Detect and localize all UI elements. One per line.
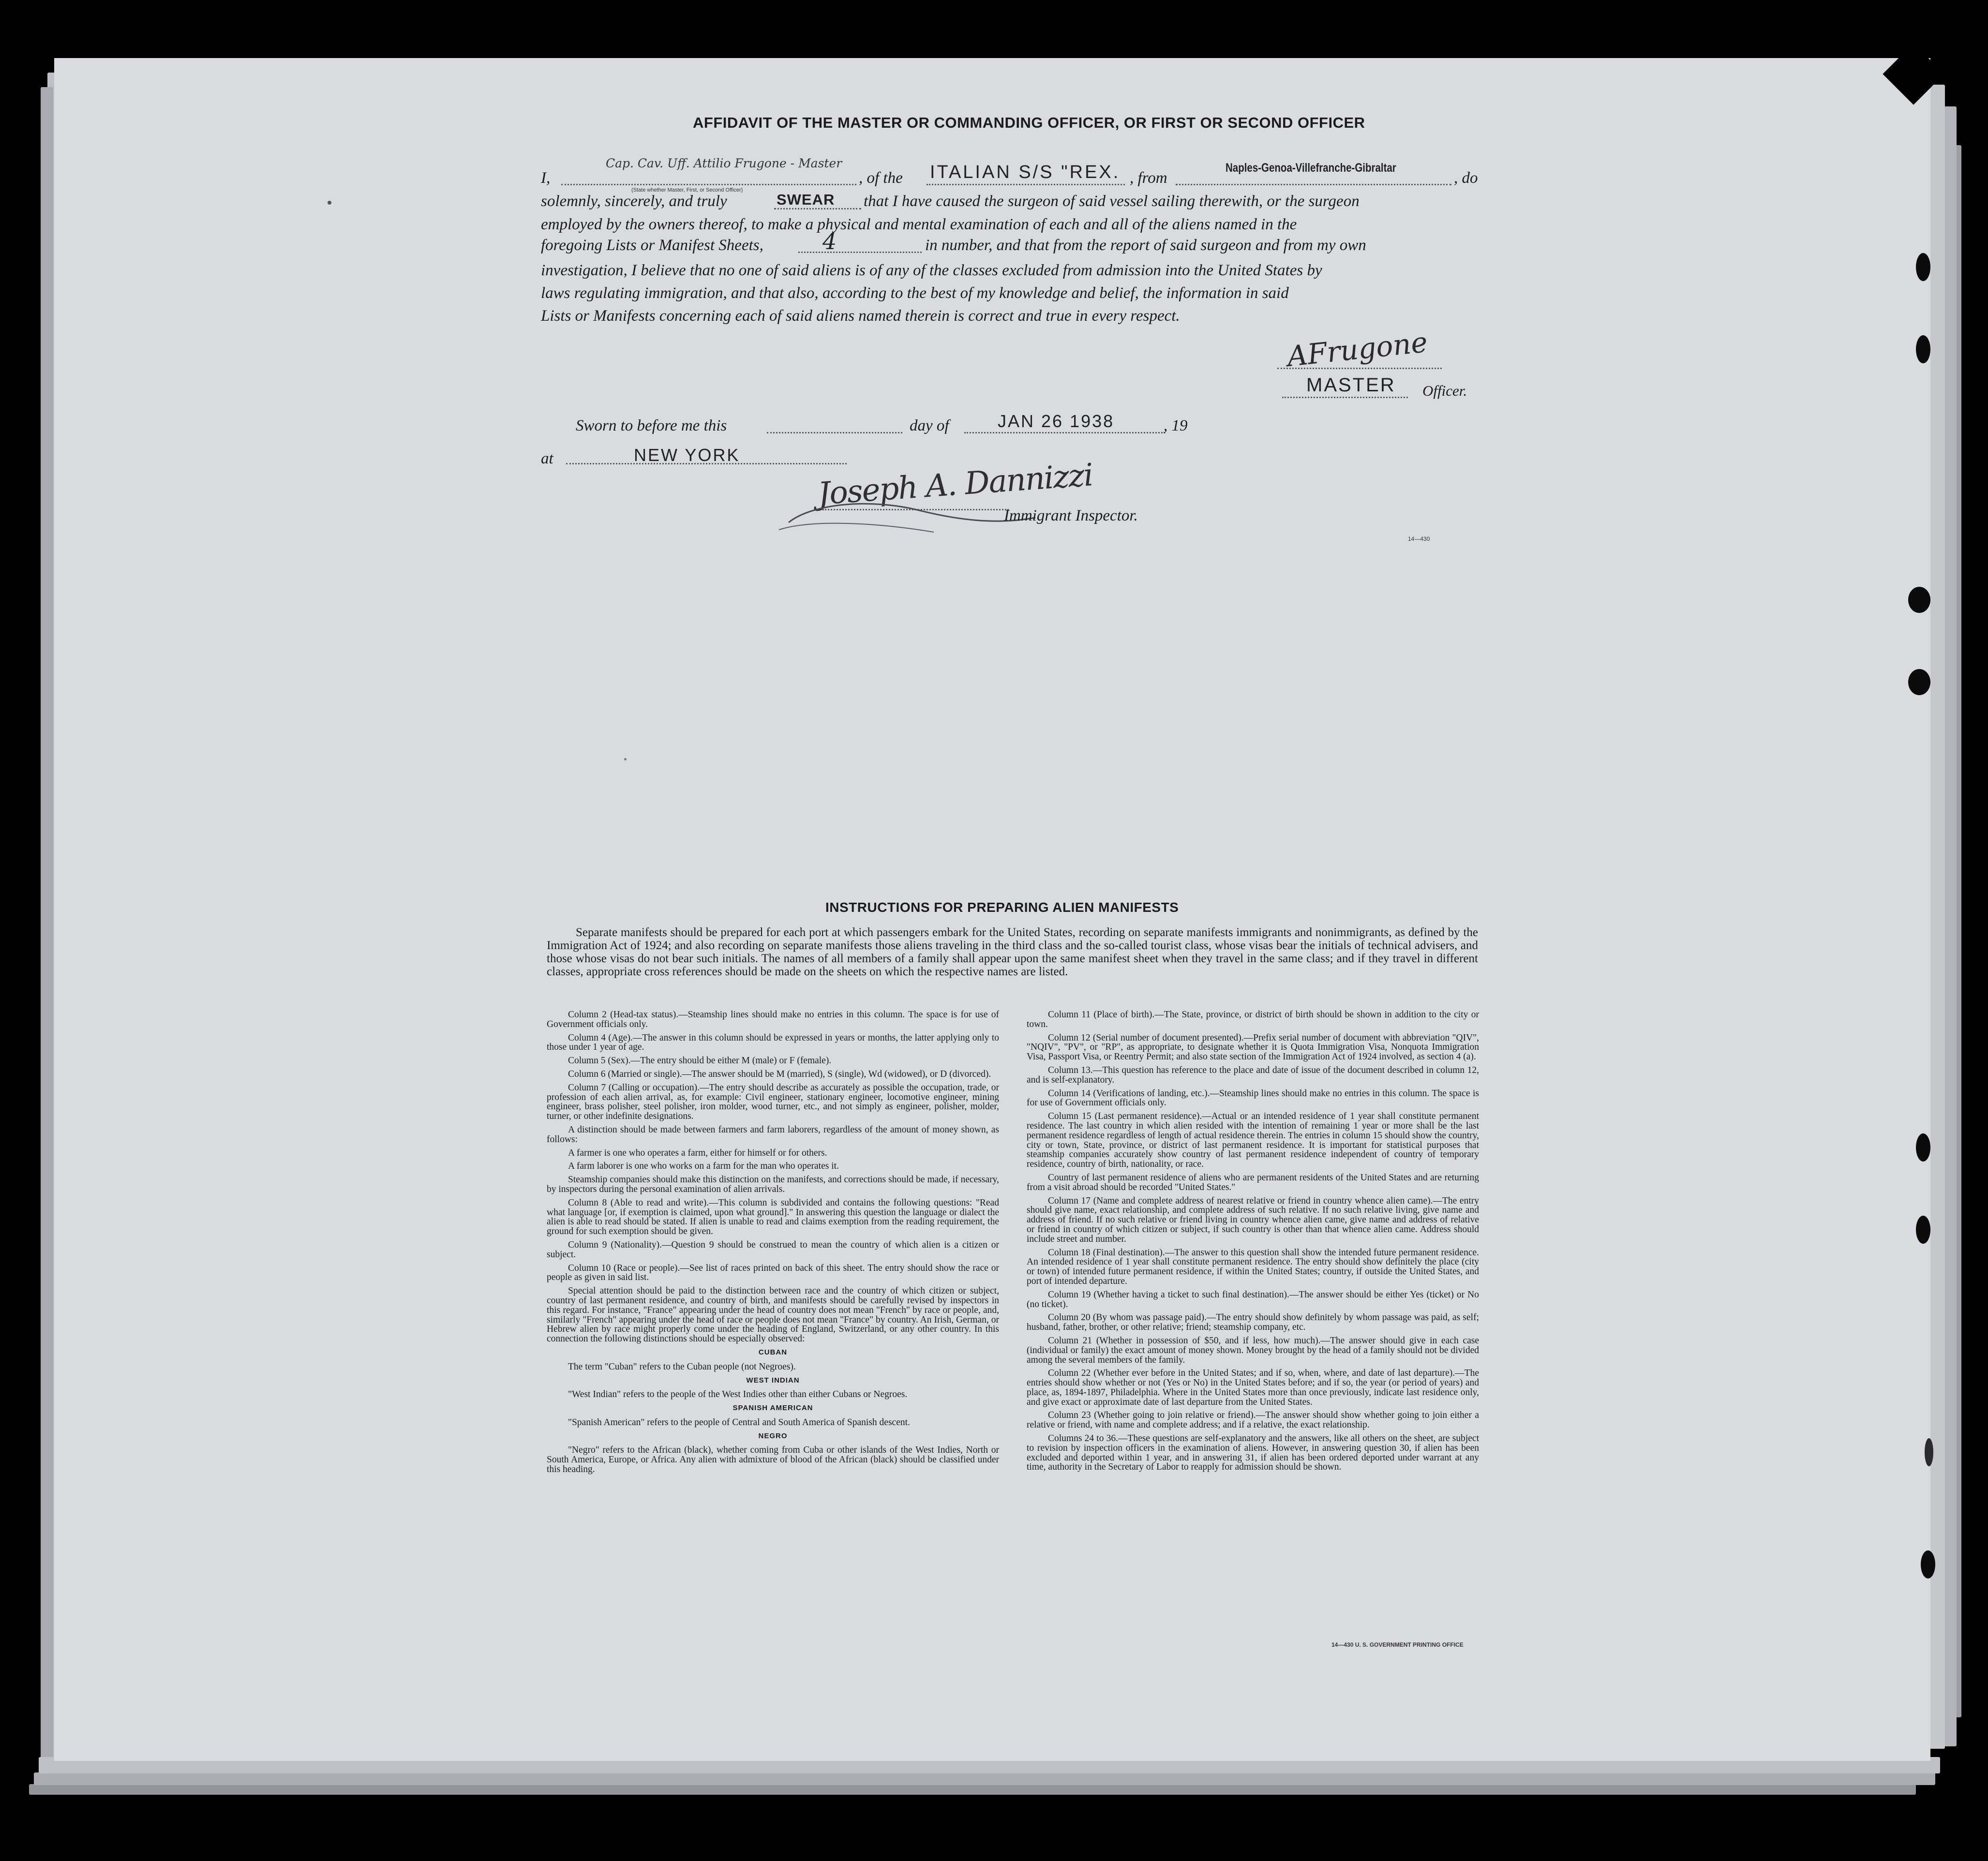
instruction-paragraph: Column 7 (Calling or occupation).—The entry should describe as accurately as possible the occupation, trade, or profession of each alien arrival, as, for example: Civil engineer, stationary engineer, locomotive engineer, mining engineer, brass polisher, steel polisher, iron molder, wood turner, etc., and not simply as engineer, polisher, molder, turner, or other indefinite designations. — [547, 1082, 999, 1122]
subheading-negro: NEGRO — [758, 1431, 788, 1440]
instruction-paragraph: Steamship companies should make this distinction on the manifests, and corrections should be made, if necessary, by inspectors during the personal examination of alien arrivals. — [547, 1175, 999, 1194]
instruction-paragraph: "Spanish American" refers to the people of Central and South America of Spanish descent. — [568, 1417, 910, 1428]
instruction-paragraph: The term "Cuban" refers to the Cuban people (not Negroes). — [568, 1361, 796, 1372]
instruction-paragraph: A farmer is one who operates a farm, either for himself or for others. — [568, 1147, 827, 1158]
affidavit-title: AFFIDAVIT OF THE MASTER OR COMMANDING OFFICER, OR FIRST OR SECOND OFFICER — [693, 114, 1365, 131]
at-label: at — [541, 450, 553, 467]
route-line — [1176, 184, 1451, 185]
date-stamp: JAN 26 1938 — [998, 411, 1115, 431]
affidavit-line2-end: that I have caused the surgeon of said vessel sailing therewith, or the surgeon — [864, 193, 1360, 210]
instruction-paragraph: Country of last permanent residence of aliens who are permanent residents of the United States and are returning from a visit abroad should be recorded "United States." — [1027, 1172, 1479, 1192]
instruction-paragraph: A distinction should be made between farmers and farm laborers, regardless of the amount of money shown, as follows: — [547, 1124, 999, 1145]
of-the-label: , of the — [859, 169, 903, 187]
instructions-title: INSTRUCTIONS FOR PREPARING ALIEN MANIFESTS — [825, 900, 1179, 915]
vessel-line — [927, 184, 1125, 185]
sheet-count-line — [798, 252, 922, 253]
instruction-paragraph: Column 19 (Whether having a ticket to such final destination).—The answer should be either Yes (ticket) or No (no ticket). — [1027, 1289, 1479, 1310]
speck — [328, 201, 331, 205]
instructions-left-column — [547, 1010, 999, 1478]
day-of-label: day of — [910, 417, 949, 434]
sheet-count: 4 — [822, 228, 837, 254]
instruction-paragraph: "Negro" refers to the African (black), whether coming from Cuba or other islands of the West Indies, North or South America, Europe, or Africa. Any alien with admixture of blood of the African (black) should be classified under this heading. — [547, 1445, 999, 1475]
affidavit-line2-start: solemnly, sincerely, and truly — [541, 193, 727, 210]
punch-hole — [1916, 335, 1930, 363]
page-edge — [29, 1784, 1916, 1795]
vessel-name: ITALIAN S/S "REX. — [930, 162, 1121, 182]
instruction-paragraph: Column 10 (Race or people).—See list of races printed on back of this sheet. The entry should show the race or people as given in said list. — [547, 1263, 999, 1283]
affidavit-line3: employed by the owners thereof, to make a physical and mental examination of each and all of the aliens named in the — [541, 216, 1297, 233]
sworn-label: Sworn to before me this — [576, 417, 727, 434]
officer-label: Officer. — [1422, 382, 1467, 399]
instruction-paragraph: Columns 24 to 36.—These questions are self-explanatory and the answers, like all others on the sheet, are subject to revision by inspection officers in the examination of aliens. However, in answering question 30, if alien has been excluded and deported within 1 year, and in answering 31, if alien has been ordered deported under warrant at any time, authority in the Secretary of Labor to reapply for admission should be shown. — [1027, 1433, 1479, 1473]
day-line — [767, 432, 902, 433]
instruction-paragraph: Column 6 (Married or single).—The answer should be M (married), S (single), Wd (widowed), or D (divorced). — [568, 1069, 991, 1079]
instruction-paragraph: Column 12 (Serial number of document presented).—Prefix serial number of document with abbreviation "QIV", "NQIV", "PV", or "RP", as appropriate, to designate whether it is Quota Immigration Visa, Nonquota Immigration Visa, Passport Visa, or Reentry Permit; and also state section of the Immigration Act of 1924 involved, as section 4 (a). — [1027, 1032, 1479, 1062]
instruction-paragraph: Column 22 (Whether ever before in the United States; and if so, when, where, and date of last departure).—The entries should show whether or not (Yes or No) in the United States before; and if so, the year (or period of years) and place, as, 1894-1897, Philadelphia. Where in the United States more than once previously, indicate last residence only, and give exact or approximate date of last departure from the United States. — [1027, 1368, 1479, 1407]
place: NEW YORK — [634, 445, 740, 465]
officer-rank: MASTER — [1306, 374, 1396, 396]
subheading-cuban: CUBAN — [758, 1348, 788, 1356]
instruction-paragraph: Column 9 (Nationality).—Question 9 should be construed to mean the country of which alien is a citizen or subject. — [547, 1239, 999, 1260]
punch-hole — [1916, 1216, 1930, 1244]
punch-hole — [1925, 1438, 1933, 1466]
instruction-paragraph: "West Indian" refers to the people of the West Indies other than either Cubans or Negroes. — [568, 1389, 908, 1400]
instruction-paragraph: Column 8 (Able to read and write).—This column is subdivided and contains the following questions: "Read what language [or, if exemption is claimed, upon what ground]." In answering this question the language or dialect the alien is able to read should be stated. If alien is unable to read and claims exemption from the reading requirement, the ground for such exemption should be given. — [547, 1197, 999, 1237]
instructions-intro: Separate manifests should be prepared for each port at which passengers embark for the United States, recording on separate manifests immigrants and nonimmigrants, as defined by the Immigration Act of 1924; and also recording on separate manifests those aliens traveling in the third class and the so-called tourist class, whose visas bear the initials of technical advisers, and those whose visas do not bear such initials. The names of all members of a family shall appear upon the same manifest sheet when they travel in the same class; and if they travel in different classes, appropriate cross references should be made on the sheets on which the respective names are listed. — [547, 926, 1478, 978]
punch-hole — [1921, 1550, 1935, 1578]
instruction-paragraph: Column 23 (Whether going to join relative or friend).—The answer should show whether going to join either a relative or friend, with name and complete address; and if a relative, the exact relationship. — [1027, 1410, 1479, 1430]
master-name: Cap. Cav. Uff. Attilio Frugone - Master — [606, 156, 842, 170]
speck — [624, 758, 627, 760]
instructions-right-column — [1027, 1010, 1479, 1476]
year-prefix: , 19 — [1164, 417, 1188, 434]
rank-line — [1282, 397, 1408, 398]
page-edge — [41, 87, 53, 1766]
instruction-paragraph: Column 21 (Whether in possession of $50, and if less, how much).—The answer should give in each case (individual or family) the exact amount of money shown. Money brought by the head of a family should not be divided among the several members of the family. — [1027, 1335, 1479, 1365]
route: Naples-Genoa-Villefranche-Gibraltar — [1226, 161, 1396, 175]
affidavit-line4-start: foregoing Lists or Manifest Sheets, — [541, 237, 763, 254]
instruction-paragraph: Column 11 (Place of birth).—The State, province, or district of birth should be shown in addition to the city or town. — [1027, 1010, 1479, 1029]
instruction-paragraph: Column 20 (By whom was passage paid).—The entry should show definitely by whom passage was paid, as self; husband, father, brother, or other relative; friend; steamship company, etc. — [1027, 1312, 1479, 1333]
form-number: 14—430 — [1408, 536, 1430, 542]
state-note: (State whether Master, First, or Second Officer) — [631, 187, 743, 193]
inspector-signature: Joseph A. Dannizzi — [817, 457, 1094, 512]
affidavit-line7: Lists or Manifests concerning each of said aliens named therein is correct and true in every respect. — [541, 307, 1180, 325]
subheading-spanish-american: SPANISH AMERICAN — [732, 1404, 813, 1413]
printing-office-footer: 14—430 U. S. GOVERNMENT PRINTING OFFICE — [1331, 1641, 1464, 1648]
instruction-paragraph: Column 13.—This question has reference to the place and date of issue of the document described in column 12, and is self-explanatory. — [1027, 1065, 1479, 1085]
page-edge — [34, 1772, 1935, 1785]
affidavit-i: I, — [541, 169, 551, 187]
instruction-paragraph: Column 4 (Age).—The answer in this column should be expressed in years or months, the latter applying only to those under 1 year of age. — [547, 1032, 999, 1053]
do-label: , do — [1454, 169, 1478, 187]
punch-hole — [1908, 669, 1930, 695]
instruction-paragraph: A farm laborer is one who works on a farm for the man who operates it. — [568, 1161, 839, 1172]
punch-hole — [1916, 253, 1930, 281]
affidavit-line6: laws regulating immigration, and that also, according to the best of my knowledge and belief, the information in said — [541, 284, 1289, 302]
subheading-west-indian: WEST INDIAN — [746, 1376, 800, 1385]
instruction-paragraph: Column 2 (Head-tax status).—Steamship lines should make no entries in this column. The space is for use of Government officials only. — [547, 1010, 999, 1029]
punch-hole — [1916, 1133, 1930, 1161]
affidavit-line4-end: in number, and that from the report of said surgeon and from my own — [925, 237, 1366, 254]
instruction-paragraph: Column 15 (Last permanent residence).—Actual or an intended residence of 1 year shall constitute permanent residence. The last country in which alien resided with the intention of remaining 1 year or more shall be the last permanent residence regardless of length of actual residence therein. The entries in column 15 should show the country, city or town, State, province, or district of last permanent residence. It is important for statistical purposes that steamship companies accurately show country of last permanent residence independent of country of temporary residence, country of birth, nationality, or race. — [1027, 1111, 1479, 1170]
inspector-label: Immigrant Inspector. — [1004, 507, 1138, 524]
instruction-paragraph: Column 5 (Sex).—The entry should be either M (male) or F (female). — [568, 1056, 832, 1066]
instruction-paragraph: Special attention should be paid to the distinction between race and the country of which citizen or subject, country of last permanent residence, and country of birth, and manifests should be carefully revised by inspectors in this regard. For instance, "France" appearing under the head of country does not mean "French" by race or people, and, similarly "French" appearing under the head of race or people does not mean "France" by country. An Irish, German, or Hebrew alien by race might properly come under the heading of England, Switzerland, or any other country. In this connection the following distinctions should be especially observed: — [547, 1286, 999, 1344]
master-name-line — [561, 184, 856, 185]
date-line — [964, 432, 1165, 433]
affidavit-line5: investigation, I believe that no one of said aliens is of any of the classes excluded from admission into the United States by — [541, 262, 1322, 279]
instruction-paragraph: Column 18 (Final destination).—The answer to this question shall show the intended future permanent residence. An intended residence of 1 year shall constitute permanent residence. The entry should show definitely the place (city or town) of intended future permanent residence, if within the United States; country, if outside the United States, and port of intended departure. — [1027, 1247, 1479, 1286]
page-edge — [1944, 106, 1957, 1746]
oath-word: SWEAR — [777, 191, 835, 208]
master-signature: AFrugone — [1285, 325, 1429, 373]
from-label: , from — [1130, 169, 1167, 187]
punch-hole — [1908, 587, 1930, 613]
instruction-paragraph: Column 17 (Name and complete address of nearest relative or friend in country whence alien came).—The entry should give name, exact relationship, and complete address of such relative. If no such relative living, give name and address of friend. If no such relative or friend living in country whence alien came, give name and address of relative or friend in country of which citizen or subject, if such country is other than that whence alien came. Address should include street and number. — [1027, 1195, 1479, 1244]
instruction-paragraph: Column 14 (Verifications of landing, etc.).—Steamship lines should make no entries in this column. The space is for use of Government officials only. — [1027, 1088, 1479, 1108]
